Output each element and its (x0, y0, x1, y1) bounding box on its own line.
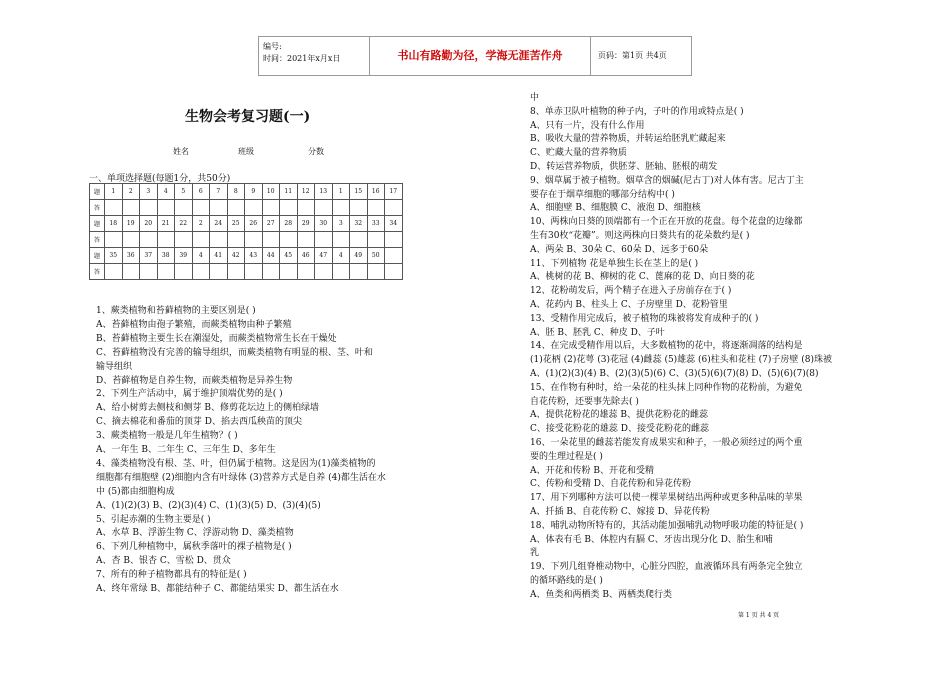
answer-cell[interactable] (350, 264, 368, 280)
text-line: A、给小树剪去侧枝和侧芽 B、修剪花坛边上的侧柏绿墙 (96, 403, 319, 414)
text-line: 18、哺乳动物所特有的，其活动能加强哺乳动物呼吸功能的特征是( ) (530, 520, 804, 531)
text-line: 8、单赤卫队叶植物的种子内，子叶的作用或特点是( ) (530, 106, 744, 117)
question-number-cell: 7 (210, 184, 228, 200)
text-line: 4、藻类植物没有根、茎、叶，但仍属于植物。这是因为(1)藻类植物的 (96, 458, 376, 469)
name-label: 姓名 (173, 147, 189, 156)
answer-cell[interactable] (105, 264, 123, 280)
answer-cell[interactable] (385, 200, 403, 216)
answer-cell[interactable] (227, 264, 245, 280)
question-number-cell: 33 (367, 216, 385, 232)
text-line: D、转运营养物质，供胚芽、胚轴、胚根的萌发 (530, 162, 718, 172)
text-line: A、鱼类和两栖类 B、两栖类爬行类 (530, 589, 672, 600)
question-number-cell: 49 (350, 248, 368, 264)
question-number-cell: 18 (105, 216, 123, 232)
question-number-cell: 43 (245, 248, 263, 264)
answer-cell[interactable] (175, 264, 193, 280)
text-line: 2、下列生产活动中，属于维护顶端优势的是( ) (96, 389, 283, 400)
text-line: 输导组织 (96, 361, 133, 372)
answer-cell[interactable] (262, 232, 280, 248)
question-number-cell: 38 (157, 248, 175, 264)
text-line: A、开花和传粉 B、开花和受精 (530, 465, 654, 476)
header-left-cell (259, 37, 370, 75)
answer-cell[interactable] (245, 232, 263, 248)
text-line: A、胚 B、胚乳 C、种皮 D、子叶 (530, 327, 665, 338)
row-label: 答 (90, 200, 105, 216)
answer-cell[interactable] (367, 200, 385, 216)
answer-cell[interactable] (227, 232, 245, 248)
text-line: 中 (5)都由细胞构成 (96, 486, 175, 497)
question-number-cell: 10 (262, 184, 280, 200)
answer-cell[interactable] (332, 264, 350, 280)
question-number-cell: 4 (332, 248, 350, 264)
answer-cell[interactable] (280, 264, 298, 280)
text-line: 7、所有的种子植物都具有的特征是( ) (96, 570, 247, 581)
text-line: A、只有一片，没有什么作用 (530, 120, 645, 131)
answer-cell[interactable] (297, 200, 315, 216)
question-number-cell: 39 (175, 248, 193, 264)
question-number-cell: 2 (122, 184, 140, 200)
answer-cell[interactable] (245, 264, 263, 280)
text-line: 9、烟草属于被子植物。烟草含的烟碱(尼古丁)对人体有害。尼古丁主 (530, 175, 804, 186)
question-number-cell: 6 (192, 184, 210, 200)
question-number-cell: 47 (315, 248, 333, 264)
answer-cell[interactable] (105, 200, 123, 216)
question-number-cell: 42 (227, 248, 245, 264)
question-number-cell: 34 (385, 216, 403, 232)
document-date: 时间：2021年x月x日 (263, 54, 341, 63)
text-line: 要存在于烟草细胞的哪部分结构中( ) (530, 189, 675, 200)
question-number-cell: 4 (192, 248, 210, 264)
question-number-cell: 22 (175, 216, 193, 232)
question-number-cell: 45 (280, 248, 298, 264)
question-number-cell: 28 (280, 216, 298, 232)
answer-row (90, 232, 403, 248)
answer-cell[interactable] (122, 232, 140, 248)
answer-cell[interactable] (280, 232, 298, 248)
question-number-cell: 41 (210, 248, 228, 264)
text-line: 5、引起赤潮的生物主要是( ) (96, 514, 211, 525)
text-line: 13、受精作用完成后，被子植物的珠被将发育成种子的( ) (530, 313, 759, 324)
question-number-cell: 1 (105, 184, 123, 200)
row-label: 答 (90, 232, 105, 248)
question-number-cell: 29 (297, 216, 315, 232)
question-number-cell: 8 (227, 184, 245, 200)
question-number-cell: 12 (297, 184, 315, 200)
question-number-cell: 13 (315, 184, 333, 200)
question-number-cell: 19 (122, 216, 140, 232)
text-line: 17、用下列哪种方法可以使一棵苹果树结出两种或更多种品味的苹果 (530, 493, 803, 504)
question-number-row (90, 248, 403, 264)
text-line: A、苔藓植物由孢子繁殖，而蕨类植物由种子繁殖 (96, 319, 292, 330)
text-line: A、终年常绿 B、都能结种子 C、都能结果实 D、都生活在水 (96, 584, 339, 594)
text-line: C、传粉和受精 D、自花传粉和异花传粉 (530, 479, 691, 490)
text-line: A、(1)(2)(3)(4) B、(2)(3)(5)(6) C、(3)(5)(6)(7)(8) D、(5)(6)(7)(8) (530, 369, 819, 379)
text-line: 12、花粉萌发后，两个精子在进入子房前存在于( ) (530, 286, 732, 297)
text-line: B、吸收大量的营养物质，并转运给胚乳贮藏起来 (530, 134, 726, 145)
text-line: 要的生理过程是( ) (530, 451, 603, 462)
text-line: A、体表有毛 B、体腔内有膈 C、牙齿出现分化 D、胎生和哺 (530, 534, 773, 545)
answer-cell[interactable] (385, 264, 403, 280)
question-number-cell: 44 (262, 248, 280, 264)
answer-table (89, 183, 403, 280)
question-number-cell: 30 (315, 216, 333, 232)
answer-cell[interactable] (140, 232, 158, 248)
question-number-cell: 50 (367, 248, 385, 264)
answer-cell[interactable] (315, 264, 333, 280)
answer-cell[interactable] (210, 232, 228, 248)
text-line: C、接受花粉花的雄蕊 D、接受花粉花的雌蕊 (530, 424, 709, 435)
row-label: 题 (90, 216, 105, 232)
answer-cell[interactable] (192, 232, 210, 248)
question-number-cell: 25 (227, 216, 245, 232)
text-line: 10、两株向日葵的顶端都有一个正在开放的花盘。每个花盘的边缘都 (530, 217, 803, 228)
question-number-cell: 1 (332, 184, 350, 200)
question-number-cell: 17 (385, 184, 403, 200)
page-header (258, 36, 692, 76)
class-label: 班级 (238, 147, 254, 156)
text-line: 11、下列植物 花是单独生长在茎上的是( ) (530, 258, 699, 269)
answer-cell[interactable] (280, 200, 298, 216)
answer-row (90, 200, 403, 216)
question-number-cell: 5 (175, 184, 193, 200)
page-title: 生物会考复习题(一) (185, 109, 311, 125)
question-number-cell: 37 (140, 248, 158, 264)
question-number-row (90, 184, 403, 200)
answer-cell[interactable] (157, 200, 175, 216)
answer-cell[interactable] (210, 264, 228, 280)
text-line: A、提供花粉花的雄蕊 B、提供花粉花的雌蕊 (530, 410, 708, 421)
header-page-info: 页码：第1页 共4页 (598, 51, 667, 60)
answer-cell[interactable] (245, 200, 263, 216)
question-number-cell: 2 (192, 216, 210, 232)
answer-cell[interactable] (140, 264, 158, 280)
question-number-cell: 11 (280, 184, 298, 200)
question-number-cell: 46 (297, 248, 315, 264)
text-line: 1、蕨类植物和苔藓植物的主要区别是( ) (96, 306, 256, 316)
question-number-cell: 3 (332, 216, 350, 232)
text-line: 自花传粉，还要事先除去( ) (530, 396, 639, 407)
question-number-cell: 24 (210, 216, 228, 232)
text-line: A、两朵 B、30朵 C、60朵 D、远多于60朵 (530, 244, 709, 255)
answer-cell[interactable] (157, 264, 175, 280)
answer-cell[interactable] (350, 232, 368, 248)
text-line: A、杏 B、银杏 C、雪松 D、贯众 (96, 556, 231, 567)
text-line: 的循环路线的是( ) (530, 576, 603, 586)
question-number-cell: 27 (262, 216, 280, 232)
text-line: 中 (530, 93, 540, 103)
answer-cell[interactable] (122, 264, 140, 280)
text-line: 15、在作物有种时，给一朵花的柱头抹上同种作物的花粉前，为避免 (530, 382, 803, 393)
answer-cell[interactable] (262, 264, 280, 280)
text-line: A、桃树的花 B、柳树的花 C、蓖麻的花 D、向日葵的花 (530, 272, 755, 283)
answer-cell[interactable] (297, 264, 315, 280)
question-number-row (90, 216, 403, 232)
answer-cell[interactable] (157, 232, 175, 248)
text-line: C、苔藓植物没有完善的输导组织，而蕨类植物有明显的根、茎、叶和 (96, 347, 373, 358)
text-line: A、细胞壁 B、细胞膜 C、液泡 D、细胞核 (530, 203, 701, 214)
question-number-cell: 35 (105, 248, 123, 264)
text-line: A、花药内 B、柱头上 C、子房壁里 D、花粉管里 (530, 300, 728, 310)
answer-cell[interactable] (332, 232, 350, 248)
answer-cell[interactable] (105, 232, 123, 248)
text-line: (1)花柄 (2)花萼 (3)花冠 (4)雌蕊 (5)雄蕊 (6)柱头和花柱 (7)子房壁 (8)珠被 (530, 355, 833, 366)
text-line: 16、一朵花里的雌蕊若能发育成果实和种子，一般必须经过的两个重 (530, 438, 803, 448)
answer-cell[interactable] (210, 200, 228, 216)
text-line: 细胞都有细胞壁 (2)细胞内含有叶绿体 (3)营养方式是自养 (4)都生活在水 (96, 472, 386, 483)
section-heading: 一、单项选择题(每题1分，共50分) (89, 174, 231, 184)
answer-cell[interactable] (332, 200, 350, 216)
row-label: 答 (90, 264, 105, 280)
answer-cell[interactable] (385, 232, 403, 248)
question-number-cell: 9 (245, 184, 263, 200)
document-number-label: 编号: (263, 42, 282, 51)
question-number-cell: 36 (122, 248, 140, 264)
text-line: 生有30枚“花瓣”。则这两株向日葵共有的花朵数约是( ) (530, 231, 750, 241)
text-line: 19、下列几组脊椎动物中，心脏分四腔，血液循环具有两条完全独立 (530, 562, 803, 573)
answer-cell[interactable] (192, 264, 210, 280)
text-line: D、苔藓植物是自养生物，而蕨类植物是异养生物 (96, 375, 293, 386)
text-line: B、苔藓植物主要生长在潮湿处，而蕨类植物常生长在干燥处 (96, 333, 337, 344)
text-line: 6、下列几种植物中，属秋季落叶的裸子植物是( ) (96, 542, 292, 553)
question-number-cell: 4 (157, 184, 175, 200)
answer-row (90, 264, 403, 280)
row-label: 题 (90, 248, 105, 264)
text-line: C、贮藏大量的营养物质 (530, 148, 627, 159)
answer-cell[interactable] (350, 200, 368, 216)
answer-cell[interactable] (262, 200, 280, 216)
answer-cell[interactable] (315, 200, 333, 216)
question-number-cell: 26 (245, 216, 263, 232)
text-line: A、一年生 B、二年生 C、三年生 D、多年生 (96, 445, 276, 455)
answer-cell[interactable] (192, 200, 210, 216)
answer-cell[interactable] (315, 232, 333, 248)
row-label: 题 (90, 184, 105, 200)
question-number-cell: 16 (367, 184, 385, 200)
question-number-cell: 3 (140, 184, 158, 200)
answer-cell[interactable] (367, 232, 385, 248)
question-number-cell: 20 (140, 216, 158, 232)
text-line: A、水草 B、浮游生物 C、浮游动物 D、藻类植物 (96, 528, 294, 539)
answer-cell[interactable] (297, 232, 315, 248)
text-line: 3、蕨类植物一般是几年生植物？( ) (96, 431, 238, 442)
page-footer: 第 1 页 共 4 页 (738, 612, 780, 619)
text-line: 乳 (530, 548, 540, 559)
answer-cell[interactable] (140, 200, 158, 216)
score-label: 分数 (308, 147, 324, 156)
question-number-cell: 21 (157, 216, 175, 232)
answer-cell[interactable] (175, 232, 193, 248)
answer-cell[interactable] (367, 264, 385, 280)
answer-cell[interactable] (227, 200, 245, 216)
header-motto: 书山有路勤为径，学海无涯苦作舟 (370, 37, 591, 75)
answer-cell[interactable] (175, 200, 193, 216)
question-number-cell: 32 (350, 216, 368, 232)
question-number-cell (385, 248, 403, 264)
text-line: A、扦插 B、自花传粉 C、嫁接 D、异花传粉 (530, 507, 710, 517)
text-line: A、(1)(2)(3) B、(2)(3)(4) C、(1)(3)(5) D、(3)(4)(5) (96, 500, 321, 511)
text-line: 14、在完成受精作用以后，大多数植物的花中，将逐渐凋落的结构是 (530, 341, 803, 352)
question-number-cell: 15 (350, 184, 368, 200)
answer-cell[interactable] (122, 200, 140, 216)
text-line: C、摘去棉花和番茄的顶芽 D、掐去西瓜秧苗的顶尖 (96, 417, 302, 428)
